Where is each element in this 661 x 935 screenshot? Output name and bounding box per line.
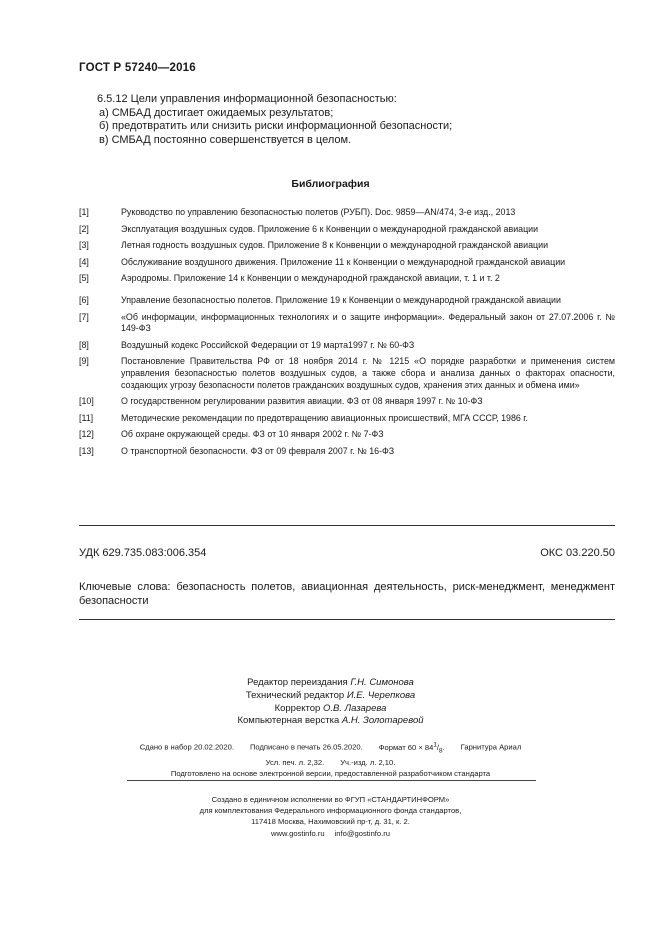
bib-entry-number: [3] [79, 240, 89, 251]
bib-entry-number: [8] [79, 339, 89, 350]
bib-entry-text: «Об информации, информационных технологиях и о защите информации». Федеральный закон от 27.07.2006 г. № 149-ФЗ [121, 311, 615, 334]
bib-entry-text: Обслуживание воздушного движения. Приложение 11 к Конвенции о международной гражданской авиации [121, 256, 566, 267]
bib-entry-text: Об охране окружающей среды. ФЗ от 10 января 2002 г. № 7-ФЗ [121, 429, 384, 440]
bib-entry-text: Аэродромы. Приложение 14 к Конвенции о международной гражданской авиации, т. 1 и т. 2 [121, 273, 500, 284]
section-item-a: а) СМБАД достигает ожидаемых результатов; [99, 106, 334, 119]
publisher-address: 117418 Москва, Нахимовский пр-т, д. 31, к. 2. [251, 817, 410, 827]
bib-entry-number: [7] [79, 311, 89, 322]
staff-name: И.Е. Черепкова [346, 689, 416, 701]
printing-line-1 [0, 739, 661, 757]
bib-entry [79, 340, 615, 352]
format-prefix: Формат 60 × 84 [378, 742, 434, 752]
publisher-line-2: для комплектования Федерального информационного фонда стандартов, [199, 806, 462, 816]
bib-entry-number: [9] [79, 356, 89, 367]
bib-entry-text: Летная годность воздушных судов. Приложение 8 к Конвенции о международной гражданской авиации [121, 240, 549, 251]
publisher-info [0, 794, 661, 839]
bib-entry-text: Методические рекомендации по предотвращению авиационных происшествий, МГА СССР, 1986 г. [121, 412, 528, 423]
staff-role: Редактор переиздания [247, 677, 348, 688]
bib-entry-number: [2] [79, 223, 89, 234]
bib-entry [79, 446, 615, 458]
bib-entry [79, 429, 615, 441]
staff-name: О.В. Лазарева [322, 702, 387, 714]
printing-info [0, 739, 661, 780]
bib-entry [79, 312, 615, 335]
section-item-c: в) СМБАД постоянно совершенствуется в целом. [99, 133, 352, 146]
format-numerator: 1 [433, 741, 437, 748]
publishing-sheets: Уч.-изд. л. 2,10. [340, 757, 396, 767]
bib-entry-number: [1] [79, 207, 89, 217]
bib-entry [79, 356, 615, 391]
email-link[interactable]: info@gostinfo.ru [334, 828, 391, 838]
bib-entry-text: О транспортной безопасности. ФЗ от 09 февраля 2007 г. № 16-ФЗ [121, 445, 395, 456]
typeface: Гарнитура Ариал [460, 742, 522, 752]
bib-entry-text: Эксплуатация воздушных судов. Приложение 6 к Конвенции о международной гражданской авиации [121, 223, 539, 234]
bib-entry [79, 224, 615, 236]
standard-id: ГОСТ Р 57240—2016 [79, 62, 196, 74]
printed-sheets: Усл. печ. л. 2,32. [265, 757, 325, 767]
bib-entry [79, 273, 615, 285]
staff-line-tech-editor [0, 690, 661, 703]
bib-entry-text: Управление безопасностью полетов. Приложение 19 к Конвенции о международной гражданской авиации [121, 294, 561, 305]
divider-middle [79, 619, 615, 620]
staff-role: Корректор [274, 702, 321, 714]
staff-line-editor [0, 677, 661, 690]
bib-entry-number: [13] [79, 445, 94, 456]
section-heading: 6.5.12 Цели управления информационной безопасностью: [97, 93, 397, 105]
bib-entry [79, 295, 615, 307]
bib-entry [79, 207, 615, 219]
udk-code: УДК 629.735.083:006.354 [79, 547, 207, 559]
section-item-b: б) предотвратить или снизить риски информационной безопасности; [99, 120, 453, 132]
oks-code: ОКС 03.220.50 [540, 547, 615, 559]
printing-line-2 [0, 757, 661, 769]
staff-name: Г.Н. Симонова [350, 677, 414, 688]
bib-entry [79, 257, 615, 269]
bib-entry-number: [12] [79, 429, 94, 440]
bib-entry-text: Руководство по управлению безопасностью полетов (РУБП). Doc. 9859—AN/474, 3-е изд., 2013 [121, 207, 516, 217]
bib-entry [79, 240, 615, 252]
bibliography-list [79, 207, 615, 458]
bibliography-title: Библиография [291, 178, 370, 190]
bib-entry-text: Постановление Правительства РФ от 18 ноября 2014 г. № 1215 «О порядке разработки и применения систем управления безопасностью полетов воздушных судов, а также сбора и анализа данных о факторах опасности, создающих угрозу безопасности полетов гражданских воздушных судов, хранения этих данных и обмена ими» [121, 356, 615, 390]
keywords: Ключевые слова: безопасность полетов, авиационная деятельность, риск-менеджмент, менеджмент безопасности [79, 581, 615, 607]
bib-entry-number: [5] [79, 273, 89, 284]
bib-entry-number: [4] [79, 256, 89, 267]
staff-role: Технический редактор [245, 689, 345, 701]
staff-name: А.Н. Золотаревой [341, 715, 424, 727]
bib-entry [79, 396, 615, 408]
staff-role: Компьютерная верстка [237, 715, 340, 727]
divider-top [79, 525, 615, 526]
publisher-contacts [0, 828, 661, 839]
bib-entry-number: [11] [79, 412, 94, 423]
divider-bottom [127, 780, 536, 781]
format-denominator: 8 [439, 747, 443, 755]
section-6-5-12 [97, 93, 452, 147]
staff-line-layout [0, 715, 661, 728]
bib-entry [79, 413, 615, 425]
staff-credits [0, 677, 661, 728]
bib-entry-number: [6] [79, 294, 89, 305]
printing-note: Подготовлено на основе электронной версии, предоставленной разработчиком стандарта [170, 769, 491, 779]
bib-entry-text: Воздушный кодекс Российской Федерации от 19 марта1997 г. № 60-ФЗ [121, 339, 415, 350]
staff-line-proofreader [0, 703, 661, 716]
publisher-line-1: Создано в единичном исполнении во ФГУП «СТАНДАРТИНФОРМ» [211, 795, 450, 804]
bib-entry-number: [10] [79, 396, 94, 407]
signed-date: Подписано в печать 26.05.2020. [249, 742, 363, 752]
bib-entry-text: О государственном регулировании развития авиации. ФЗ от 08 января 1997 г. № 10-ФЗ [121, 396, 483, 407]
website-link[interactable]: www.gostinfo.ru [270, 828, 325, 838]
submitted-date: Сдано в набор 20.02.2020. [139, 742, 234, 752]
paper-format: Формат $60 \times 84^1/_8$. [378, 741, 445, 755]
